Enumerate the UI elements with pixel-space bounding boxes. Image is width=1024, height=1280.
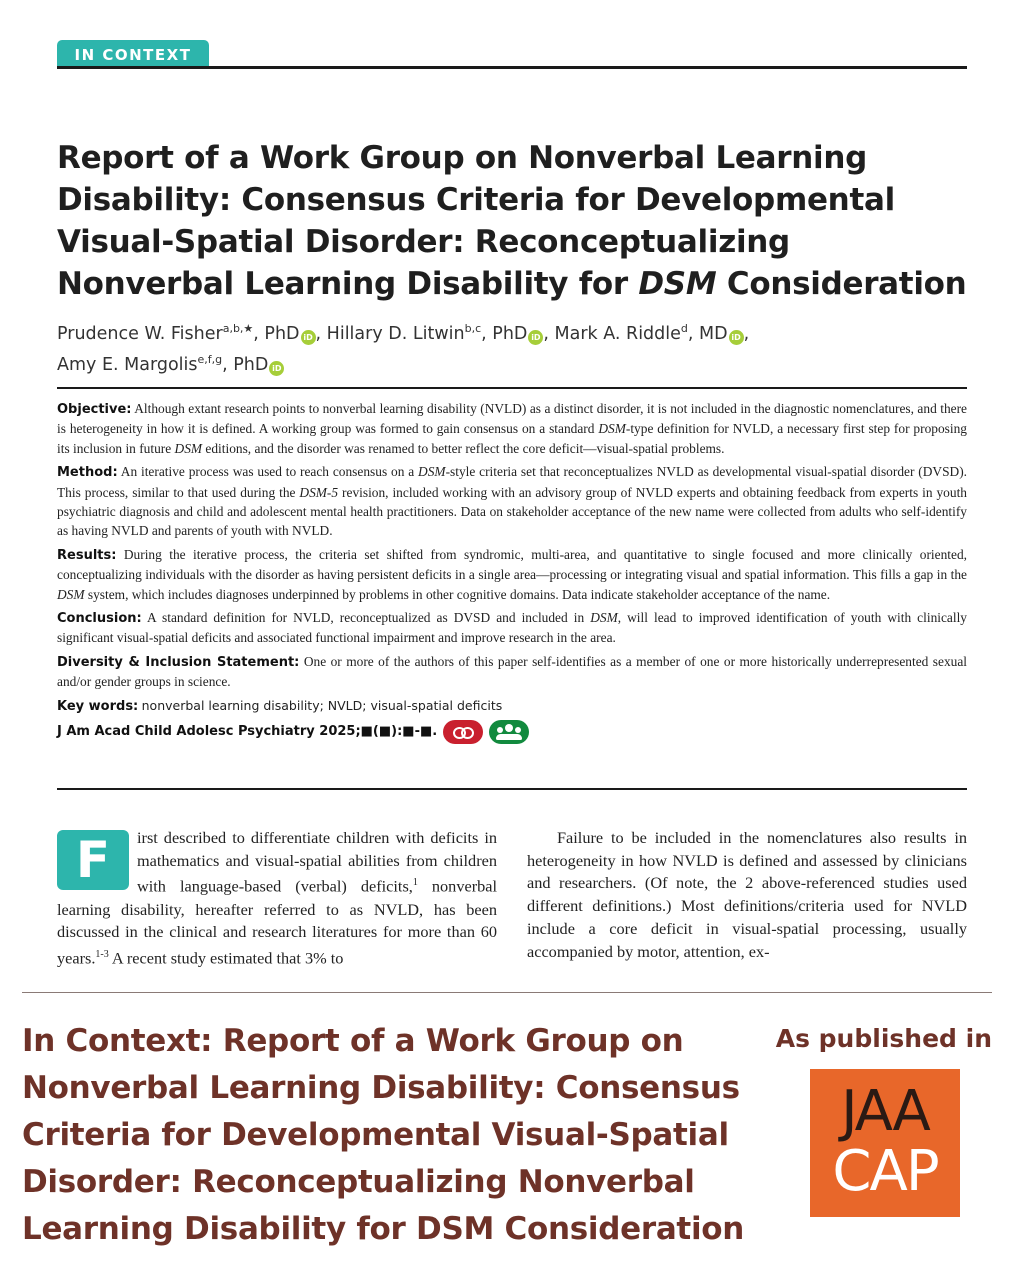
- author-affiliation: b,c: [464, 322, 482, 335]
- method-text: -style criteria set that reconceptualizes NVLD as developmental visual-spatial disorder (DVSD). This process, similar to that used during the: [57, 464, 968, 500]
- method-label: Method:: [57, 465, 118, 481]
- abstract-objective: [57, 399, 967, 458]
- article-title: [57, 137, 972, 305]
- body-column-right: [527, 827, 967, 963]
- author-list: [57, 316, 967, 378]
- objective-italic: DSM: [174, 440, 203, 456]
- conclusion-label: Conclusion:: [57, 611, 142, 627]
- abstract-method: [57, 462, 967, 541]
- author-name[interactable]: Amy E. Margolis: [57, 354, 198, 375]
- conclusion-italic: DSM: [590, 610, 618, 626]
- results-label: Results:: [57, 547, 117, 563]
- footer-divider: [22, 992, 992, 993]
- abstract-citation: [57, 720, 967, 744]
- author-separator: ,: [743, 323, 750, 344]
- author-separator: ,: [315, 323, 327, 344]
- orcid-icon[interactable]: iD: [729, 330, 744, 345]
- header-divider: [57, 66, 967, 69]
- reference-sup[interactable]: 1-3: [95, 948, 109, 960]
- results-text: During the iterative process, the criteria set shifted from syndromic, multi-area, and quantitative to single focused and more clinically oriented, conceptualizing individuals with the disorder as having persistent deficits in a single area—processing or integrating visual and spatial information. This fills a gap in the: [57, 546, 967, 583]
- author-name[interactable]: Prudence W. Fisher: [57, 323, 223, 344]
- author-name[interactable]: Mark A. Riddle: [554, 323, 681, 344]
- body-text: irst described to differentiate children with deficits in mathematics and visual-spatial abilities from children with language-based (verbal) deficits,: [137, 828, 497, 896]
- orcid-icon[interactable]: iD: [528, 330, 543, 345]
- logo-line1: JAA: [841, 1079, 929, 1144]
- method-italic: DSM-5: [299, 484, 339, 500]
- abstract-conclusion: [57, 608, 967, 648]
- orcid-icon[interactable]: iD: [301, 330, 316, 345]
- community-icon[interactable]: [489, 720, 529, 744]
- keywords-text: nonverbal learning disability; NVLD; visual-spatial deficits: [141, 697, 503, 713]
- citation-text: J Am Acad Child Adolesc Psychiatry 2025;■(■):■-■.: [57, 724, 438, 740]
- diversity-text: One or more of the authors of this paper self-identifies as a member of one or more historically underrepresented sexual and/or gender groups in science.: [57, 653, 968, 690]
- article-title-end: Consideration: [716, 266, 967, 302]
- in-context-tag: IN CONTEXT: [57, 40, 209, 68]
- author-affiliation: a,b,★: [222, 322, 254, 335]
- conclusion-text: , will lead to improved identification of youth with clinically significant visual-spatial deficits and associated functional impairment and improve research in the area.: [57, 610, 968, 646]
- objective-italic: DSM: [598, 421, 626, 437]
- published-in-label: As published in: [775, 1024, 992, 1053]
- abstract-keywords: [57, 696, 967, 716]
- dropcap: F: [57, 830, 129, 890]
- method-text: revision, included working with an advisory group of NVLD experts and obtaining feedback from experts in youth psychiatric diagnosis and child and adolescent mental health practitioners. Data on stakeholder acceptance of the new name were collected from adults who self-identify as having NVLD and parents of youth with NVLD.: [57, 484, 967, 539]
- results-text: system, which includes diagnoses underpinned by problems in other cognitive domains. Data indicate stakeholder acceptance of the name.: [84, 586, 831, 602]
- method-italic: DSM: [418, 464, 446, 480]
- abstract-results: [57, 545, 967, 604]
- method-text: An iterative process was used to reach consensus on a: [120, 464, 419, 480]
- body-text: A recent study estimated that 3% to: [108, 948, 344, 968]
- objective-text: editions, and the disorder was renamed to better reflect the core deficit—visual-spatial problems.: [202, 440, 725, 456]
- abstract-diversity: [57, 652, 967, 692]
- body-text: Failure to be included in the nomenclatures also results in heterogeneity in how NVLD is defined and assessed by clinicians and researchers. (Of note, the 2 above-referenced studies used different definitions.) Most definitions/criteria used for NVLD include a core deficit in visual-spatial processing, usually accompanied by motor, attention, ex-: [527, 828, 967, 961]
- conclusion-text: A standard definition for NVLD, reconceptualized as DVSD and included in: [147, 610, 591, 626]
- results-italic: DSM: [57, 586, 85, 602]
- link-icon[interactable]: [443, 720, 483, 744]
- body-column-left: [57, 827, 497, 970]
- body-text: nonverbal learning disability, hereafter referred to as NVLD, has been discussed in the clinical and research literatures for more than 60 years.: [57, 876, 498, 968]
- objective-text: -type definition for NVLD, a necessary first step for proposing its inclusion in future: [57, 421, 967, 456]
- footer-title: In Context: Report of a Work Group on Nonverbal Learning Disability: Consensus Criteria for Developmental Visual-Spatial Disorder: Reconceptualizing Nonverbal Learning Disability for DSM Consideration: [22, 1023, 745, 1247]
- author-affiliation: d: [680, 322, 688, 335]
- abstract: [57, 399, 967, 748]
- author-separator: ,: [543, 323, 555, 344]
- article-title-italic: DSM: [638, 266, 717, 302]
- reference-sup[interactable]: 1: [412, 877, 418, 889]
- keywords-label: Key words:: [57, 698, 139, 714]
- article-title-text: Report of a Work Group on Nonverbal Learning Disability: Consensus Criteria for Developmental Visual-Spatial Disorder: Reconceptualizing Nonverbal Learning Disability for: [57, 140, 895, 302]
- author-affiliation: e,f,g: [197, 352, 223, 366]
- jaacap-logo[interactable]: [810, 1069, 960, 1217]
- diversity-label: Diversity & Inclusion Statement:: [57, 654, 300, 670]
- objective-label: Objective:: [57, 402, 132, 417]
- abstract-bottom-divider: [57, 788, 967, 790]
- author-degree: , MD: [687, 323, 728, 344]
- orcid-icon[interactable]: iD: [269, 361, 284, 376]
- author-degree: , PhD: [222, 354, 269, 375]
- author-degree: , PhD: [253, 323, 300, 344]
- abstract-top-divider: [57, 387, 967, 389]
- author-degree: , PhD: [481, 323, 528, 344]
- author-name[interactable]: Hillary D. Litwin: [326, 323, 465, 344]
- objective-text: Although extant research points to nonverbal learning disability (NVLD) as a distinct disorder, it is not included in the diagnostic nomenclatures, and there is heterogeneity in how it is defined. A working group was formed to gain consensus on a standard: [57, 401, 967, 437]
- logo-line2: CAP: [832, 1139, 938, 1204]
